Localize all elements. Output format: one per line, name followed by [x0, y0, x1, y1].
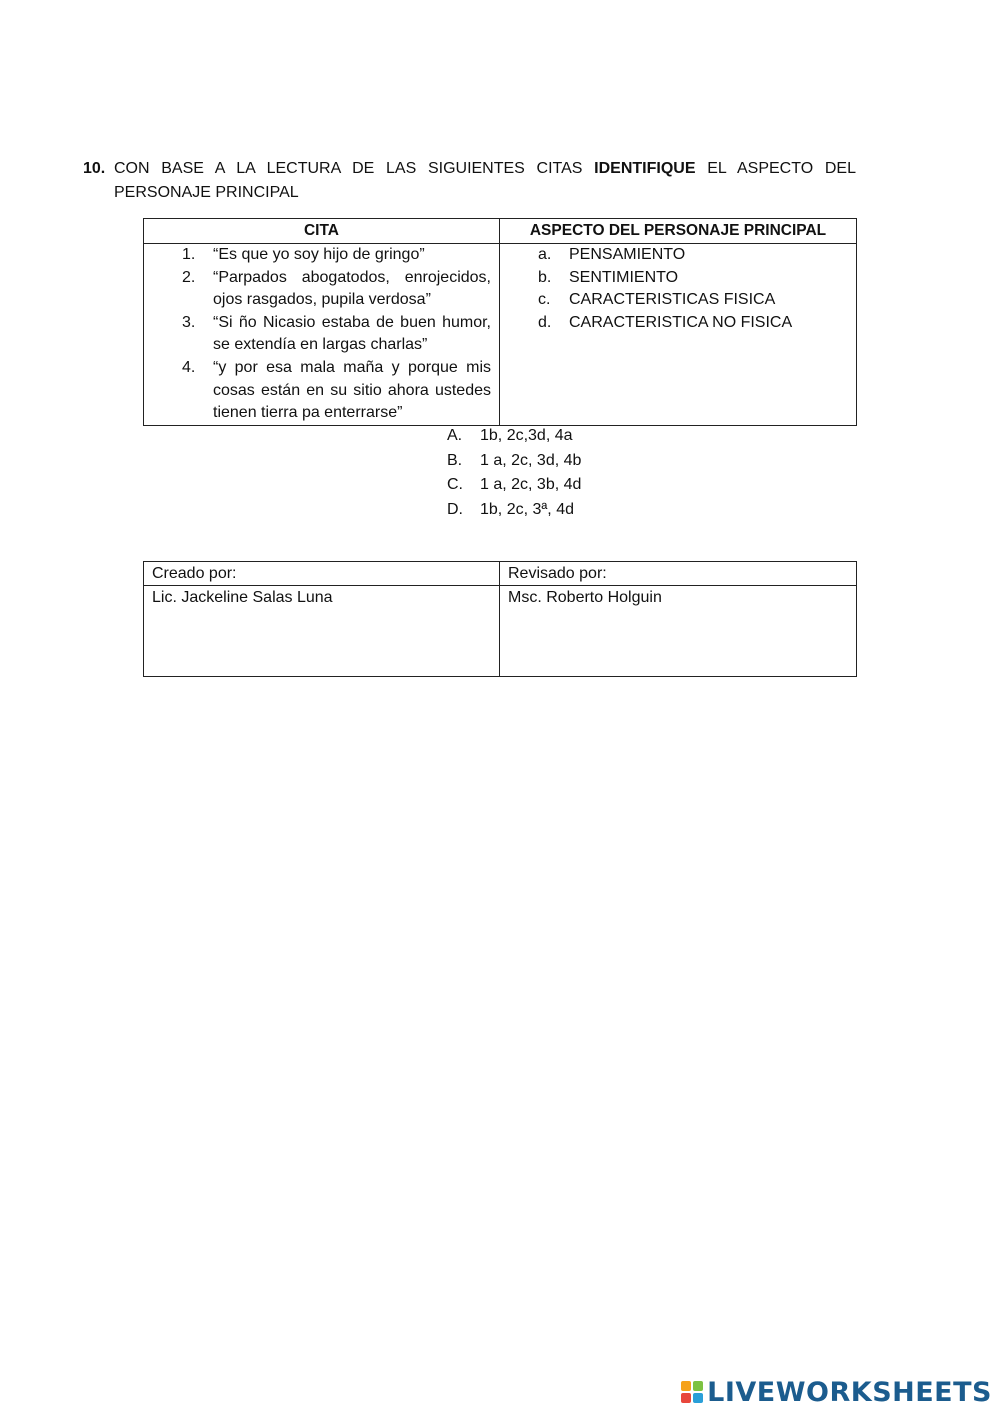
quote-item	[144, 357, 499, 425]
aspect-list	[500, 244, 856, 334]
header-aspecto: ASPECTO DEL PERSONAJE PRINCIPAL	[500, 219, 857, 244]
option-letter: B.	[447, 451, 463, 469]
aspect-item	[500, 267, 856, 290]
quote-item	[144, 267, 499, 312]
aspect-letter: a.	[538, 246, 552, 263]
option-c[interactable]	[447, 473, 581, 498]
question-text-part1: CON BASE A LA LECTURA DE LAS SIGUIENTES CITAS	[114, 160, 595, 177]
quote-item	[144, 312, 499, 357]
aspect-text: PENSAMIENTO	[569, 246, 686, 263]
logo-square-3	[681, 1393, 691, 1403]
option-a[interactable]	[447, 424, 581, 449]
quote-text: “Parpados abogatodos, enrojecidos, ojos rasgados, pupila verdosa”	[213, 268, 491, 309]
quotes-table-body-row	[144, 244, 857, 426]
aspect-text: CARACTERISTICAS FISICA	[569, 291, 776, 309]
quotes-table	[143, 218, 857, 426]
question-text-bold: IDENTIFIQUE	[594, 160, 696, 177]
question-10	[83, 157, 856, 205]
option-text: 1 a, 2c, 3d, 4b	[480, 451, 582, 469]
quote-number: 1.	[182, 246, 196, 263]
credits-table	[143, 561, 857, 677]
brand-text: LIVEWORKSHEETS	[707, 1376, 992, 1408]
option-letter: C.	[447, 476, 463, 493]
credits-header-row	[144, 562, 857, 586]
aspect-text: CARACTERISTICA NO FISICA	[569, 313, 793, 331]
quote-number: 2.	[182, 268, 196, 286]
option-text: 1 a, 2c, 3b, 4d	[480, 476, 582, 493]
quote-list	[144, 244, 499, 425]
logo-square-2	[693, 1381, 703, 1391]
quotes-table-header-row	[144, 219, 857, 244]
quote-text: “Si ño Nicasio estaba de buen humor, se extendía en largas charlas”	[213, 313, 491, 354]
quote-number: 3.	[182, 313, 196, 331]
question-text	[114, 157, 856, 205]
aspect-item	[500, 289, 856, 312]
quote-item	[144, 244, 499, 267]
header-cita: CITA	[144, 219, 500, 244]
aspect-letter: c.	[538, 291, 551, 309]
quote-number: 4.	[182, 358, 196, 376]
question-text-part2: EL ASPECTO DEL PERSONAJE PRINCIPAL	[114, 160, 856, 201]
option-text: 1b, 2c,3d, 4a	[480, 427, 573, 444]
question-number: 10.	[83, 160, 106, 177]
logo-square-4	[693, 1393, 703, 1403]
quotes-cell	[144, 244, 500, 426]
option-letter: D.	[447, 500, 463, 518]
aspect-item	[500, 244, 856, 267]
option-d[interactable]	[447, 498, 581, 523]
reviewed-by-name: Msc. Roberto Holguin	[500, 586, 857, 677]
credits-body-row	[144, 586, 857, 677]
answer-options	[447, 424, 581, 522]
aspect-letter: d.	[538, 313, 552, 331]
option-letter: A.	[447, 427, 463, 444]
option-b[interactable]	[447, 449, 581, 474]
created-by-name: Lic. Jackeline Salas Luna	[144, 586, 500, 677]
aspects-cell	[500, 244, 857, 426]
option-text: 1b, 2c, 3ª, 4d	[480, 500, 574, 518]
reviewed-by-label: Revisado por:	[500, 562, 857, 586]
quote-text: “Es que yo soy hijo de gringo”	[213, 246, 425, 263]
liveworksheets-brand	[681, 1377, 992, 1407]
quote-text: “y por esa mala maña y porque mis cosas están en su sitio ahora ustedes tienen tierra pa enterrarse”	[213, 358, 491, 422]
aspect-item	[500, 312, 856, 335]
aspect-text: SENTIMIENTO	[569, 268, 679, 286]
created-by-label: Creado por:	[144, 562, 500, 586]
aspect-letter: b.	[538, 268, 552, 286]
liveworksheets-logo-icon	[681, 1381, 703, 1403]
logo-square-1	[681, 1381, 691, 1391]
